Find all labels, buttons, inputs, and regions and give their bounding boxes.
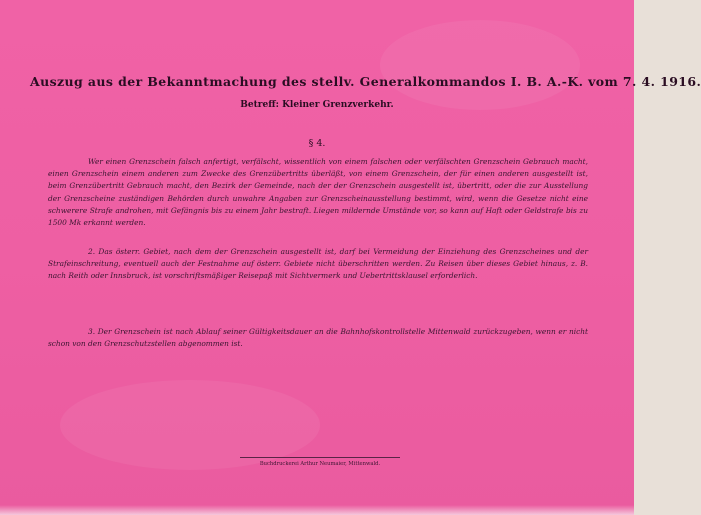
paragraph-3 <box>48 326 588 350</box>
paper-edge <box>0 505 634 515</box>
paper-stain <box>380 20 580 110</box>
paragraph-3-text: 3. Der Grenzschein ist nach Ablauf seiner Gültigkeitsdauer an die Bahnhofskontrollstelle Mittenwald zurückzugeben, wenn er nicht schon von den Grenzschutzstellen abgenommen ist. <box>48 327 588 349</box>
document-subtitle: Betreff: Kleiner Grenzverkehr. <box>240 100 394 110</box>
paragraph-1 <box>48 156 588 229</box>
paragraph-2 <box>48 246 588 283</box>
printer-imprint: Buchdruckerei Arthur Neumaier, Mittenwald. <box>259 461 381 467</box>
document-title: Auszug aus der Bekanntmachung des stellv. Generalkommandos I. B. A.-K. vom 7. 4. 1916. <box>30 74 701 89</box>
section-heading: § 4. <box>308 138 326 149</box>
footer-divider <box>240 457 400 458</box>
paragraph-2-text: 2. Das österr. Gebiet, nach dem der Grenzschein ausgestellt ist, darf bei Vermeidung der Einziehung des Grenzscheines und der Strafeinschreitung, eventuell auch der Festnahme auf österr. Gebiete nicht überschritten werden. Zu Reisen über dieses Gebiet hinaus, z. B. nach Reith oder Innsbruck, ist vorschriftsmäßiger Reisepaß mit Sichtvermerk und Uebertrittsklausel erforderlich. <box>48 247 588 281</box>
paragraph-1-text: Wer einen Grenzschein falsch anfertigt, verfälscht, wissentlich von einem falschen oder verfälschten Grenzschein Gebrauch macht, einen Grenzschein einem anderen zum Zwecke des Grenzübertritts überläßt, von einem Grenzschein, der für einen anderen ausgestellt ist, beim Grenzübertritt Gebrauch macht, den Bezirk der Gemeinde, nach der der Grenzschein ausgestellt ist, übertritt, oder die zur Ausstellung der Grenzscheine zuständigen Behörden durch unwahre Angaben zur Grenzscheinausstellung bestimmt, wird, wenn die Gesetze nicht eine schwerere Strafe androhen, mit Gefängnis bis zu einem Jahr bestraft. Liegen mildernde Umstände vor, so kann auf Haft oder Geldstrafe bis zu 1500 Mk erkannt werden. <box>48 157 588 228</box>
